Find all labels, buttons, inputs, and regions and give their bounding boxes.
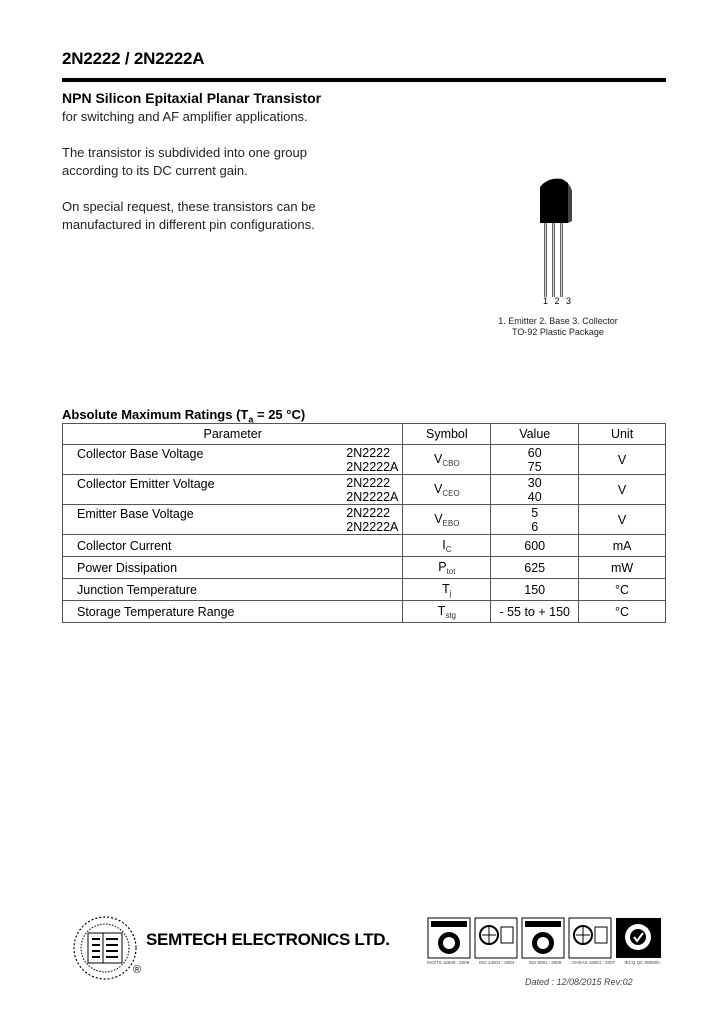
- company-name: SEMTECH ELECTRONICS LTD.: [146, 930, 390, 949]
- iso-ts-16949-badge-icon: [428, 918, 470, 958]
- symbol: T: [442, 581, 450, 596]
- variant: 2N2222A: [346, 520, 399, 534]
- param-cell: [63, 505, 403, 535]
- table-row: [63, 475, 666, 505]
- variant: 2N2222A: [346, 460, 399, 474]
- variant-list: [346, 476, 398, 504]
- table-row: [63, 445, 666, 475]
- value: 30: [527, 475, 542, 490]
- value-cell: - 55 to + 150: [491, 601, 579, 623]
- param-name: Junction Temperature: [77, 582, 197, 597]
- unit-cell: V: [579, 505, 666, 535]
- cert-caption: ISO 14001 : 2004: [478, 960, 515, 965]
- registered-mark: ®: [133, 964, 142, 976]
- certification-captions: [425, 960, 665, 965]
- package-type: TO-92 Plastic Package: [512, 327, 604, 337]
- param-cell: [63, 601, 403, 623]
- table-row: [63, 505, 666, 535]
- pin-numbers: 1 2 3: [543, 296, 574, 306]
- pin-caption: 1. Emitter 2. Base 3. Collector: [498, 316, 618, 326]
- symbol: I: [442, 537, 446, 552]
- ratings-table-title: [62, 407, 305, 425]
- cert-caption: ISO/TS 16949 : 2009: [426, 960, 470, 965]
- param-name: Collector Current: [77, 538, 172, 553]
- cert-caption: IECQ QC 080000: [624, 960, 660, 965]
- unit-cell: V: [579, 445, 666, 475]
- ratings-title-sub: a: [248, 414, 254, 425]
- cert-caption: ISO 9001 : 2008: [528, 960, 562, 965]
- symbol-cell: [403, 557, 491, 579]
- symbol-subscript: tot: [446, 566, 456, 576]
- value-cell: 600: [491, 535, 579, 557]
- param-name: Collector Emitter Voltage: [77, 477, 215, 491]
- value-cell: [491, 505, 579, 535]
- variant: 2N2222: [346, 506, 391, 520]
- value: 5: [531, 505, 539, 520]
- param-name: Power Dissipation: [77, 560, 178, 575]
- special-request-paragraph: On special request, these transistors can be manufactured in different pin configurations.: [62, 199, 316, 232]
- symbol-subscript: EBO: [442, 518, 460, 528]
- value: 75: [527, 459, 542, 474]
- certification-badges: [427, 917, 662, 959]
- symbol-cell: [403, 505, 491, 535]
- table-row: [63, 601, 666, 623]
- param-cell: [63, 557, 403, 579]
- package-caption: [498, 316, 618, 338]
- header-parameter: Parameter: [63, 424, 403, 445]
- table-row: [63, 579, 666, 601]
- unit-cell: °C: [579, 601, 666, 623]
- variant: 2N2222: [346, 476, 391, 490]
- iso-14001-badge-icon: [475, 918, 517, 958]
- table-row: [63, 557, 666, 579]
- unit-cell: mA: [579, 535, 666, 557]
- document-title: 2N2222 / 2N2222A: [62, 49, 205, 68]
- ratings-title-prefix: Absolute Maximum Ratings (T: [62, 407, 249, 422]
- symbol-subscript: CBO: [442, 458, 460, 468]
- symbol-subscript: stg: [445, 610, 456, 620]
- param-cell: [63, 579, 403, 601]
- value-cell: 625: [491, 557, 579, 579]
- param-name: Collector Base Voltage: [77, 447, 204, 461]
- value-cell: 150: [491, 579, 579, 601]
- value: 6: [531, 519, 539, 534]
- variant: 2N2222A: [346, 490, 399, 504]
- value: 40: [527, 489, 542, 504]
- ohsas-18001-badge-icon: [569, 918, 611, 958]
- param-cell: [63, 535, 403, 557]
- unit-cell: V: [579, 475, 666, 505]
- table-header-row: [63, 424, 666, 445]
- iso-9001-badge-icon: [522, 918, 564, 958]
- symbol-subscript: CEO: [442, 488, 460, 498]
- iecq-qc080000-badge-icon: [616, 918, 661, 958]
- symbol-cell: [403, 535, 491, 557]
- variant-list: [346, 506, 398, 534]
- symbol-subscript: C: [445, 544, 452, 554]
- product-subtitle: NPN Silicon Epitaxial Planar Transistor: [62, 90, 322, 106]
- cert-caption: OHSAS 18001 : 2007: [571, 960, 616, 965]
- unit-cell: °C: [579, 579, 666, 601]
- revision-date: Dated : 12/08/2015 Rev:02: [525, 977, 633, 987]
- intro-line: for switching and AF amplifier applications.: [62, 109, 308, 124]
- symbol-cell: [403, 601, 491, 623]
- title-rule: [62, 78, 666, 82]
- semtech-logo-icon: [72, 915, 138, 981]
- symbol-cell: [403, 475, 491, 505]
- value-cell: [491, 445, 579, 475]
- symbol: V: [434, 511, 443, 526]
- symbol: P: [438, 559, 447, 574]
- absolute-max-ratings-table: [62, 423, 666, 623]
- symbol-subscript: j: [449, 588, 452, 598]
- variant-list: [346, 446, 398, 474]
- table-row: [63, 535, 666, 557]
- header-unit: Unit: [579, 424, 666, 445]
- symbol-cell: [403, 579, 491, 601]
- param-name: Emitter Base Voltage: [77, 507, 194, 521]
- param-name: Storage Temperature Range: [77, 604, 235, 619]
- header-symbol: Symbol: [403, 424, 491, 445]
- value-cell: [491, 475, 579, 505]
- symbol: V: [433, 481, 443, 496]
- value: 60: [527, 445, 542, 460]
- symbol: T: [437, 603, 446, 618]
- symbol-cell: [403, 445, 491, 475]
- gain-group-paragraph: The transistor is subdivided into one group according to its DC current gain.: [62, 145, 307, 178]
- unit-cell: mW: [579, 557, 666, 579]
- variant: 2N2222: [346, 446, 391, 460]
- ratings-title-suffix: = 25 °C): [253, 407, 306, 422]
- param-cell: [63, 475, 403, 505]
- header-value: Value: [491, 424, 579, 445]
- param-cell: [63, 445, 403, 475]
- symbol: V: [433, 451, 443, 466]
